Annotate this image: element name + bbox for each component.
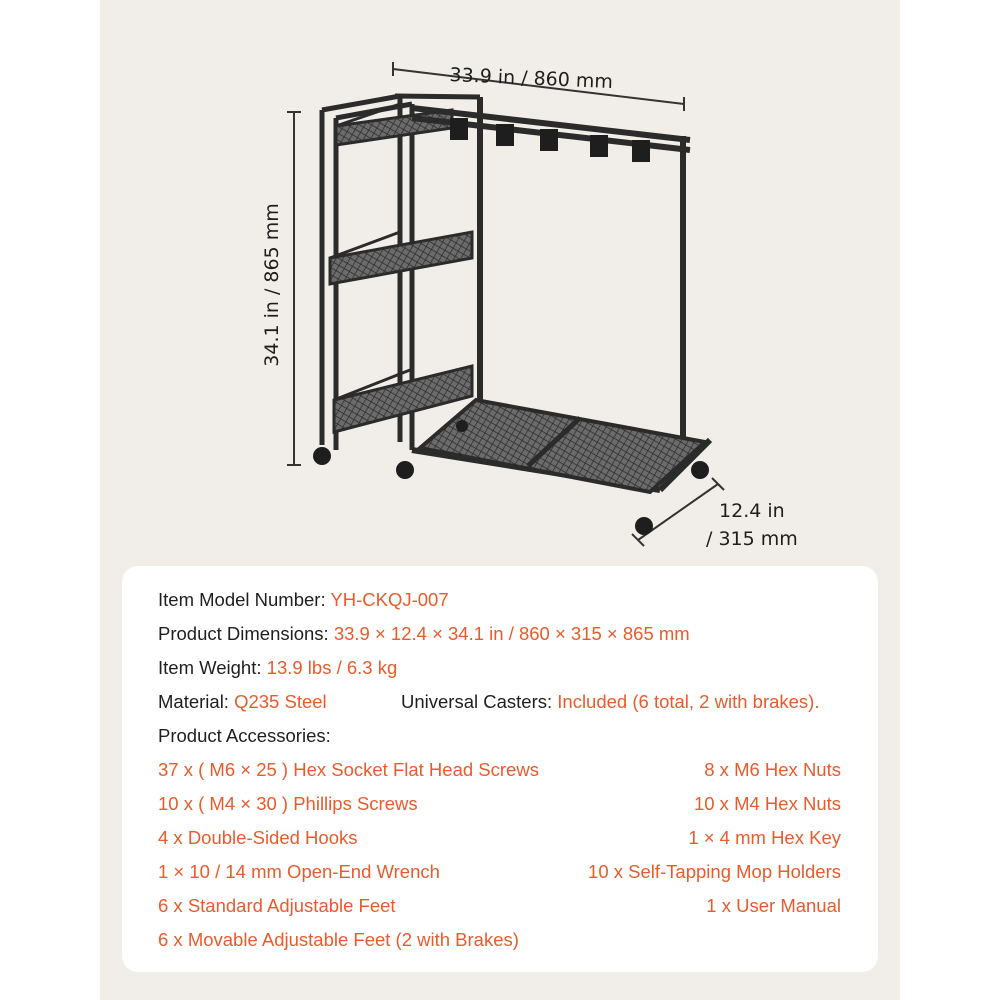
material-row [158, 691, 327, 713]
model-value: YH-CKQJ-007 [330, 589, 449, 610]
depth-label-line1: 12.4 in [719, 500, 785, 522]
casters-row [401, 691, 819, 713]
accessory-left-5: 6 x Standard Adjustable Feet [158, 895, 396, 916]
accessory-right-5: 1 x User Manual [706, 895, 841, 916]
accessory-left-4: 1 × 10 / 14 mm Open-End Wrench [158, 861, 440, 882]
accessories-heading: Product Accessories: [158, 725, 331, 746]
weight-value: 13.9 lbs / 6.3 kg [266, 657, 398, 678]
accessory-left-1: 37 x ( M6 × 25 ) Hex Socket Flat Head Screws [158, 759, 539, 780]
model-label: Item Model Number: [158, 589, 331, 610]
accessory-right-1: 8 x M6 Hex Nuts [704, 759, 841, 780]
casters-label: Universal Casters: [401, 691, 558, 712]
weight-label: Item Weight: [158, 657, 267, 678]
dimensions-label: Product Dimensions: [158, 623, 334, 644]
model-row [158, 589, 449, 611]
accessory-left-6: 6 x Movable Adjustable Feet (2 with Brakes) [158, 929, 519, 950]
dimensions-row [158, 623, 690, 645]
width-label: 33.9 in / 860 mm [449, 64, 614, 94]
depth-label [706, 497, 798, 553]
base-mesh [420, 400, 705, 492]
accessory-right-2: 10 x M4 Hex Nuts [693, 793, 841, 814]
accessory-left-2: 10 x ( M4 × 30 ) Phillips Screws [158, 793, 418, 814]
accessory-right-4: 10 x Self-Tapping Mop Holders [588, 861, 841, 882]
material-value: Q235 Steel [234, 691, 327, 712]
depth-label-line2: / 315 mm [706, 528, 798, 550]
weight-row [158, 657, 397, 679]
height-dimension-line [287, 112, 301, 465]
height-label: 34.1 in / 865 mm [261, 203, 283, 367]
accessory-left-3: 4 x Double-Sided Hooks [158, 827, 358, 848]
dimensions-value: 33.9 × 12.4 × 34.1 in / 860 × 315 × 865 mm [333, 623, 690, 644]
casters-value: Included (6 total, 2 with brakes). [557, 691, 820, 712]
accessory-right-3: 1 × 4 mm Hex Key [688, 827, 841, 848]
material-label: Material: [158, 691, 235, 712]
